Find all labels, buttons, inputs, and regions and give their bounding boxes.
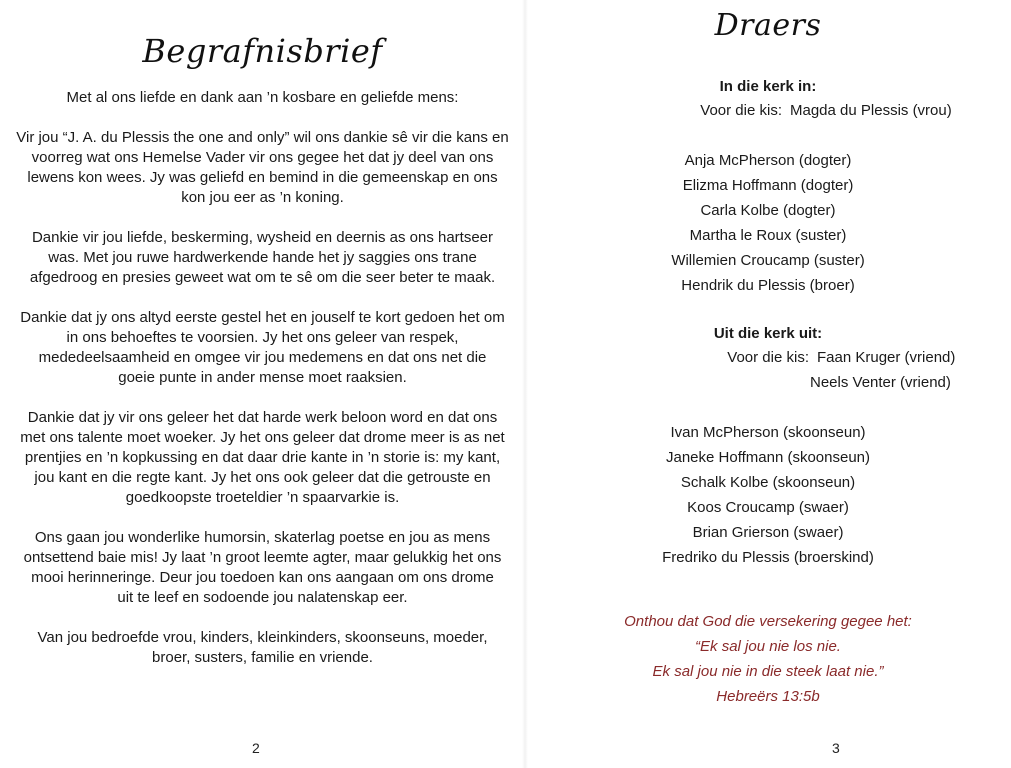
front-of-coffin-label: Voor die kis: xyxy=(700,102,782,119)
page-title-draers: Draers xyxy=(714,8,822,43)
letter-intro: Met al ons liefde en dank aan ’n kosbare en geliefde mens: xyxy=(66,89,459,106)
letter-paragraph-6: Van jou bedroefde vrou, kinders, kleinkinders, skoonseuns, moeder, broer, susters, familie en vriende. xyxy=(37,629,488,666)
front-of-coffin-name: Magda du Plessis (vrou) xyxy=(790,102,952,119)
front-of-coffin-name: Neels Venter (vriend) xyxy=(810,374,951,391)
verse-reference: Hebreërs 13:5b xyxy=(716,688,820,705)
page-number-left: 2 xyxy=(252,740,260,756)
list-item: Brian Grierson (swaer) xyxy=(692,524,844,541)
letter-paragraph-2: Dankie vir jou liefde, beskerming, wysheid en deernis as ons hartseer was. Met jou ruwe hardwerkende hande het jy saggies ons trane afgedroog en presies geweet wat om te sê om die seer beter te maak. xyxy=(29,229,496,286)
verse-line-2: “Ek sal jou nie los nie. xyxy=(695,638,841,655)
letter-paragraph-3: Dankie dat jy ons altyd eerste gestel het en jouself te kort gedoen het om in ons behoeftes te voorsien. Jy het ons geleer van respek, mededeelsaamheid en omgee vir jou medemens en dat ons net die goeie punte in ander mense moet raaksien. xyxy=(20,309,505,386)
right-page xyxy=(525,0,1011,768)
list-item: Janeke Hoffmann (skoonseun) xyxy=(665,449,870,466)
page-title-begrafnisbrief: Begrafnisbrief xyxy=(142,32,383,70)
out-church-front-row-2 xyxy=(525,370,1011,395)
list-item: Anja McPherson (dogter) xyxy=(684,152,852,169)
list-item: Hendrik du Plessis (broer) xyxy=(681,277,855,294)
front-of-coffin-label: Voor die kis: xyxy=(727,349,809,366)
list-item: Ivan McPherson (skoonseun) xyxy=(670,424,866,441)
letter-paragraph-5: Ons gaan jou wonderlike humorsin, skaterlag poetse en jou as mens ontsettend baie mis! Jy laat ’n groot leemte agter, maar gelukkig het ons mooi herinneringe. Deur jou toedoen kan ons aangaan om ons drome uit te leef en sodoende jou nalatenskap eer. xyxy=(23,529,502,606)
in-church-front-row xyxy=(525,98,1011,123)
list-item: Fredriko du Plessis (broerskind) xyxy=(662,549,874,566)
verse-line-1: Onthou dat God die versekering gegee het: xyxy=(624,613,912,630)
page-number-right: 3 xyxy=(832,740,840,756)
front-of-coffin-name: Faan Kruger (vriend) xyxy=(817,349,956,366)
list-item: Schalk Kolbe (skoonseun) xyxy=(680,474,856,491)
list-item: Koos Croucamp (swaer) xyxy=(687,499,849,516)
list-item: Carla Kolbe (dogter) xyxy=(700,202,836,219)
out-church-heading: Uit die kerk uit: xyxy=(713,325,823,342)
out-church-front-row xyxy=(525,345,1011,370)
list-item: Willemien Croucamp (suster) xyxy=(671,252,865,269)
letter-body xyxy=(0,88,525,688)
verse-line-3: Ek sal jou nie in die steek laat nie.” xyxy=(652,663,884,680)
letter-paragraph-1: Vir jou “J. A. du Plessis the one and only” wil ons dankie sê vir die kans en voorreg wat ons Hemelse Vader vir ons gegee het dat jy deel van ons lewens kon wees. Jy was geliefd en bemind in die gemeenskap en ons kon jou eer as ’n koning. xyxy=(16,129,509,206)
in-church-heading: In die kerk in: xyxy=(719,78,817,95)
bible-verse xyxy=(525,609,1011,709)
letter-paragraph-4: Dankie dat jy vir ons geleer het dat harde werk beloon word en dat ons met ons talente moet woeker. Jy het ons geleer dat drome meer is as net prentjies en ’n kopkussing en dat daar drie kante in ’n storie is: my kant, jou kant en die regte kant. Jy het ons ook geleer dat die getrouste en goedkoopste troeteldier ’n spaarvarkie is. xyxy=(20,409,505,506)
list-item: Elizma Hoffmann (dogter) xyxy=(682,177,854,194)
pallbearers-list xyxy=(525,76,1011,570)
list-item: Martha le Roux (suster) xyxy=(689,227,847,244)
